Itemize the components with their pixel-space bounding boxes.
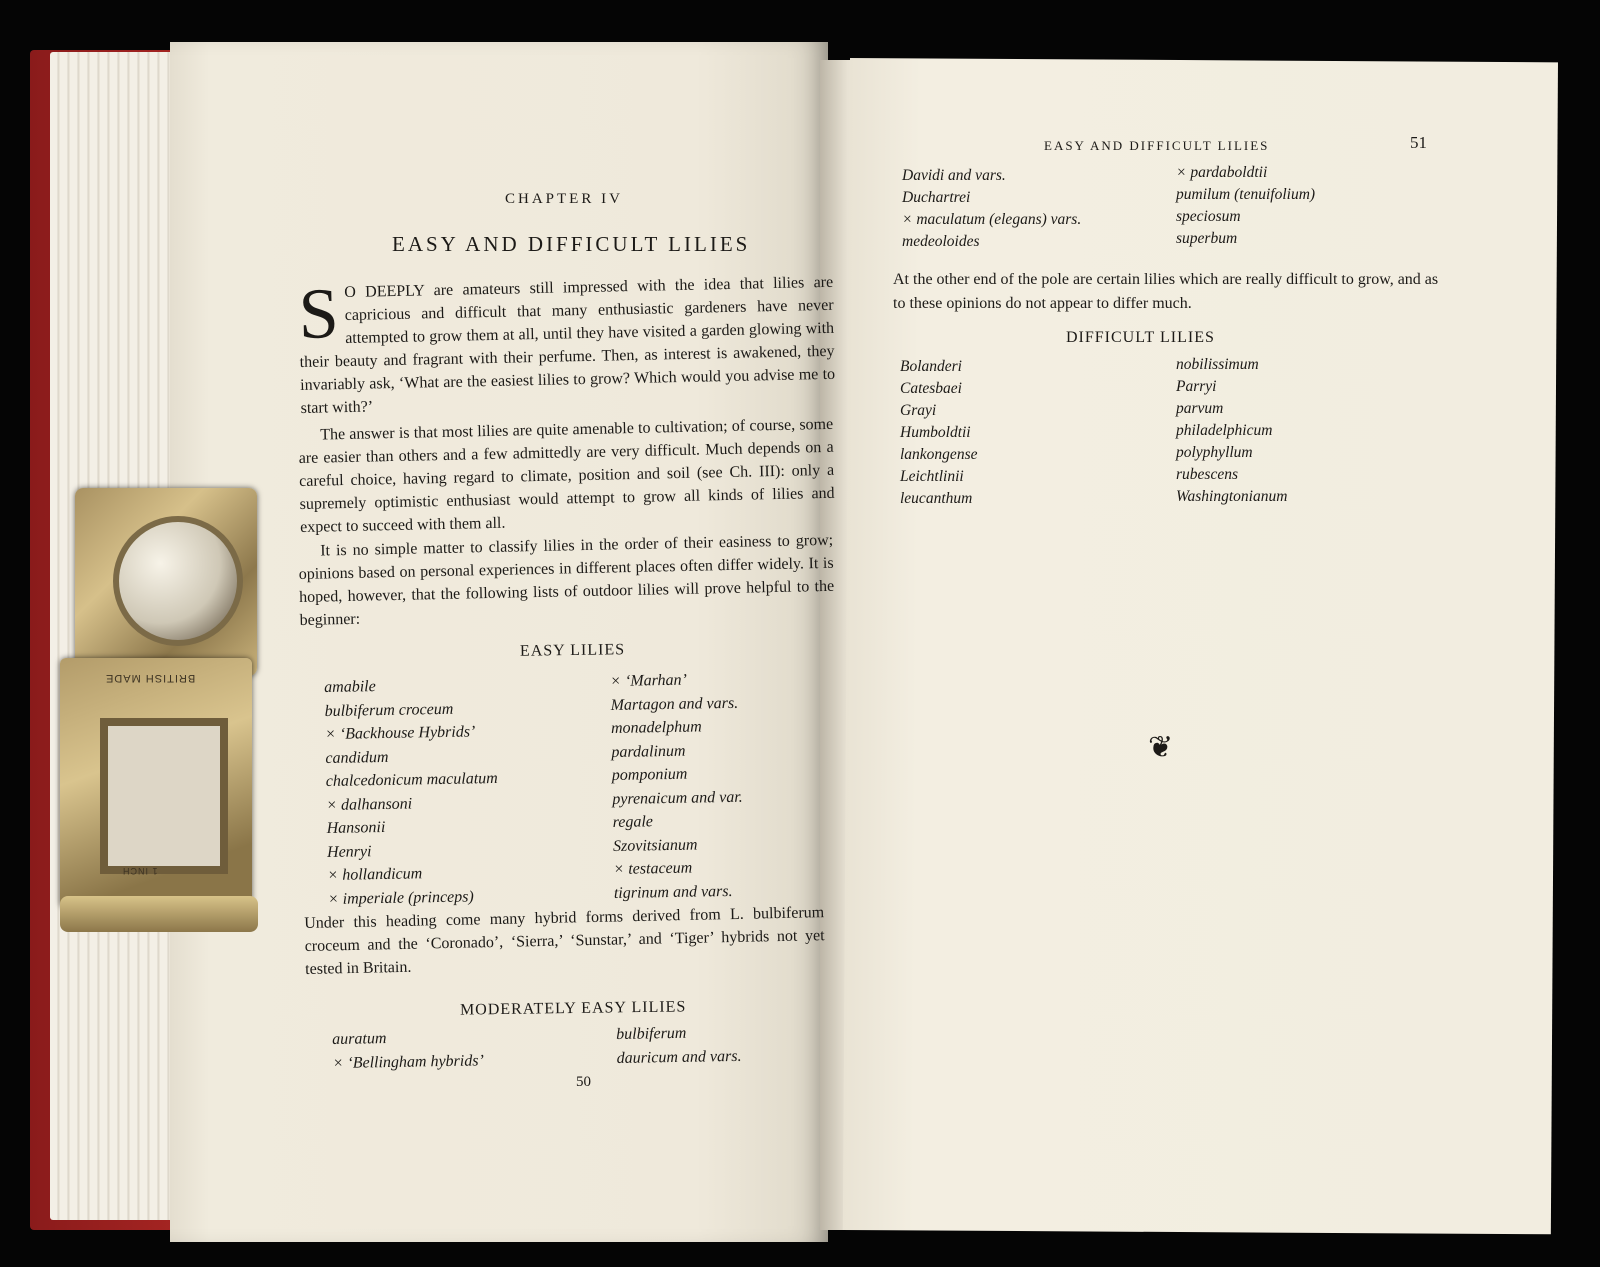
magnifier-engraving: BRITISH MADE <box>105 672 196 684</box>
list-item: superbum <box>1176 230 1238 247</box>
page-number-left: 50 <box>576 1074 591 1090</box>
list-item: × ‘Marhan’ <box>610 671 688 690</box>
list-item: regale <box>612 813 654 831</box>
difficult-lilies-heading: DIFFICULT LILIES <box>1066 329 1215 346</box>
list-item: medeoloides <box>902 233 980 250</box>
list-item: Humboldtii <box>900 424 971 441</box>
list-item: Grayi <box>900 402 937 419</box>
magnifier-frame <box>60 658 252 908</box>
list-item: × ‘Bellingham hybrids’ <box>332 1051 484 1072</box>
list-item: × hollandicum <box>327 865 423 884</box>
paragraph-classify: It is no simple matter to classify lilies in the order of their easiness to grow; opinions based on personal experiences in different places often differ widely. It is hoped, however, that the following lists of outdoor lilies will prove helpful to the beginner: <box>298 531 835 629</box>
list-item: Szovitsianum <box>612 836 698 855</box>
list-item: × pardaboldtii <box>1176 164 1268 181</box>
list-item: bulbiferum <box>616 1024 687 1043</box>
difficult-lilies-column-1 <box>900 356 977 510</box>
chapter-number: CHAPTER IV <box>505 191 623 207</box>
paragraph-text: O DEEPLY are amateurs still impressed with the idea that lilies are capricious and difficult that many enthusiastic gardeners have never attempted to grow them at all, until they have visited a garden glowing with their beauty and fragrant with their perfume. Then, as interest is awakened, they invariably ask, ‘What are the easiest lilies to grow? Which would you advise me to start with?’ <box>299 273 836 417</box>
list-item: philadelphicum <box>1176 422 1273 439</box>
list-item: chalcedonicum maculatum <box>325 769 498 790</box>
paragraph-intro <box>298 271 836 420</box>
list-item: Hansonii <box>326 818 386 837</box>
list-item: Henryi <box>326 842 372 861</box>
continued-column-2 <box>1176 162 1315 250</box>
list-item: pardalinum <box>611 742 686 761</box>
list-item: Leichtlinii <box>900 468 964 485</box>
magnifier-hinge <box>60 896 258 932</box>
list-item: monadelphum <box>610 718 702 737</box>
paragraph-hybrids: Under this heading come many hybrid forms derived from L. bulbiferum croceum and the ‘Coronado’, ‘Sierra,’ ‘Sunstar,’ and ‘Tiger’ hybrids not yet tested in Britain. <box>304 904 825 978</box>
moderately-easy-heading: MODERATELY EASY LILIES <box>459 998 687 1019</box>
list-item: pomponium <box>611 765 688 784</box>
ornament-icon: ❦ <box>1148 731 1174 764</box>
list-item: parvum <box>1176 400 1224 417</box>
list-item: rubescens <box>1176 466 1238 483</box>
list-item: polyphyllum <box>1176 444 1253 461</box>
list-item: Bolanderi <box>900 358 962 375</box>
list-item: × maculatum (elegans) vars. <box>902 211 1082 228</box>
list-item: dauricum and vars. <box>616 1047 742 1067</box>
list-item: × imperiale (princeps) <box>327 887 474 908</box>
list-item: pumilum (tenuifolium) <box>1176 186 1316 203</box>
list-item: Martagon and vars. <box>610 694 739 714</box>
easy-lilies-column-2 <box>610 668 745 905</box>
list-item: Davidi and vars. <box>902 167 1006 184</box>
paragraph-answer: The answer is that most lilies are quite amenable to cultivation; of course, some are easier than others and a few admittedly are very difficult. Much depends on a careful choice, having regard to climate, position and soil (see Ch. III): only a supremely optimistic enthusiast would attempt to grow all kinds of lilies and expect to succeed with them all. <box>298 415 835 536</box>
list-item: leucanthum <box>900 490 973 507</box>
list-item: Washingtonianum <box>1176 488 1288 505</box>
page-number-right: 51 <box>1410 133 1427 152</box>
chapter-title: EASY AND DIFFICULT LILIES <box>392 232 751 256</box>
moderately-easy-column-1 <box>332 1025 484 1075</box>
easy-lilies-column-1 <box>324 673 500 911</box>
paragraph-difficult: At the other end of the pole are certain lilies which are really difficult to grow, and as to these opinions do not appear to differ much. <box>893 271 1439 312</box>
brass-magnifier <box>60 488 260 943</box>
list-item: pyrenaicum and var. <box>612 788 743 808</box>
list-item: tigrinum and vars. <box>613 882 733 902</box>
moderately-easy-column-2 <box>616 1021 742 1070</box>
list-item: × ‘Backhouse Hybrids’ <box>324 723 476 743</box>
list-item: nobilissimum <box>1176 356 1259 373</box>
list-item: Parryi <box>1176 378 1217 395</box>
list-item: lankongense <box>900 446 978 463</box>
running-head: EASY AND DIFFICULT LILIES <box>1044 138 1270 153</box>
list-item: auratum <box>332 1030 387 1048</box>
list-item: × dalhansoni <box>326 794 413 814</box>
magnifier-scale-label: 1 INCH <box>122 866 158 876</box>
magnifying-lens <box>113 516 243 646</box>
magnifier-lens-plate <box>75 488 257 676</box>
continued-column-1 <box>902 165 1081 253</box>
list-item: Catesbaei <box>900 380 962 397</box>
magnifier-window <box>100 718 228 874</box>
list-item: candidum <box>325 748 389 767</box>
drop-cap: S <box>297 273 340 354</box>
list-item: speciosum <box>1176 208 1241 225</box>
list-item: × testaceum <box>613 859 693 878</box>
difficult-lilies-column-2 <box>1176 354 1287 508</box>
list-item: Duchartrei <box>902 189 971 206</box>
list-item: amabile <box>324 678 376 696</box>
easy-lilies-heading: EASY LILIES <box>519 641 626 660</box>
list-item: bulbiferum croceum <box>324 700 454 720</box>
